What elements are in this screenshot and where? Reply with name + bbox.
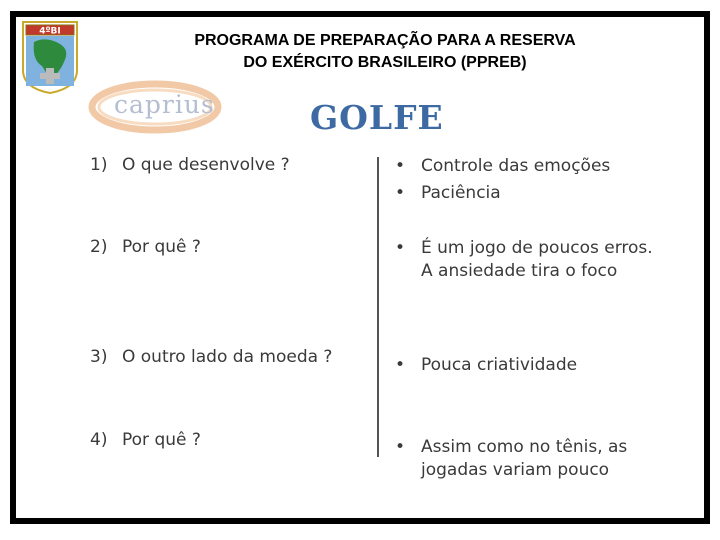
bullet-icon: • [395,437,406,457]
question-4 [90,430,201,450]
answer-bullet-4 [395,354,577,377]
bullet-icon: • [395,156,406,176]
column-divider [377,157,379,457]
bullet-icon: • [395,355,406,375]
question-2 [90,237,201,257]
answer-text: A ansiedade tira o foco [421,261,618,281]
slide-title: GOLFE [310,98,444,137]
header-title-line1: PROGRAMA DE PREPARAÇÃO PARA A RESERVA [194,32,576,49]
bullet-icon: • [395,183,406,203]
answer-bullet-1 [395,155,610,178]
answer-bullet-3 [395,237,653,283]
answer-text: Paciência [421,183,501,203]
question-text: O outro lado da moeda ? [122,347,333,367]
answer-text: Controle das emoções [421,156,611,176]
question-number: 2) [90,237,108,257]
question-text: Por quê ? [122,430,201,450]
answer-bullet-5 [395,436,627,482]
answer-text: É um jogo de poucos erros. [421,238,653,258]
answer-bullet-2 [395,182,501,205]
question-3 [90,347,332,367]
caprius-logo-text: caprius [114,90,215,119]
emblem-label: 4ºBI [39,26,61,37]
answer-text: Pouca criatividade [421,355,578,375]
bullet-icon: • [395,238,406,258]
question-1 [90,155,290,175]
answer-text: Assim como no tênis, as [421,437,628,457]
answer-text: jogadas variam pouco [421,460,610,480]
question-number: 4) [90,430,108,450]
header-title-line2: DO EXÉRCITO BRASILEIRO (PPREB) [243,54,527,71]
question-text: O que desenvolve ? [122,155,290,175]
question-number: 1) [90,155,108,175]
question-number: 3) [90,347,108,367]
question-text: Por quê ? [122,237,201,257]
